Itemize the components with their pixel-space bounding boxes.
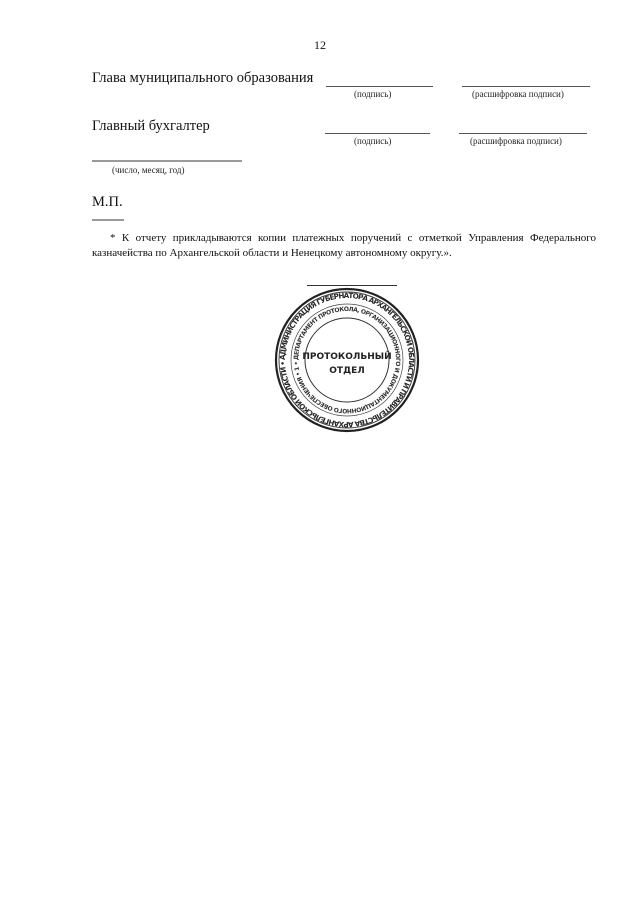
head-decoding-caption: (расшифровка подписи) — [472, 89, 564, 99]
official-stamp-icon — [274, 287, 420, 433]
accountant-signature-line — [325, 133, 430, 134]
accountant-title: Главный бухгалтер — [92, 118, 210, 134]
head-decoding-line — [462, 86, 590, 87]
stamp-outer-text: АДМИНИСТРАЦИЯ ГУБЕРНАТОРА АРХАНГЕЛЬСКОЙ ОБЛАСТИ И ПРАВИТЕЛЬСТВА АРХАНГЕЛЬСКОЙ ОБЛАСТИ • — [277, 290, 417, 430]
footnote-text: * К отчету прикладываются копии платежных поручений с отметкой Управления Федерального казначейства по Архангельской области и Ненецкому автономному округу.». — [92, 232, 596, 259]
stamp-inner-text: ДЕПАРТАМЕНТ ПРОТОКОЛА, ОРГАНИЗАЦИОННОГО И ДОКУМЕНТАЦИОННОГО ОБЕСПЕЧЕНИЯ • 1 • — [292, 305, 402, 415]
head-signature-caption: (подпись) — [354, 89, 392, 99]
accountant-signature-caption: (подпись) — [354, 136, 392, 146]
accountant-decoding-caption: (расшифровка подписи) — [470, 136, 562, 146]
date-caption: (число, месяц, год) — [112, 165, 185, 175]
head-title: Глава муниципального образования — [92, 70, 314, 86]
stamp-center-line1: ПРОТОКОЛЬНЫЙ — [302, 352, 392, 362]
page-number: 12 — [314, 38, 326, 52]
stamp-center-line2: ОТДЕЛ — [329, 366, 365, 376]
seal-place-label: М.П. — [92, 194, 123, 210]
stamp-top-line — [307, 285, 397, 286]
footnote-separator — [92, 219, 124, 221]
date-line — [92, 160, 242, 162]
head-signature-line — [326, 86, 433, 87]
accountant-decoding-line — [459, 133, 587, 134]
